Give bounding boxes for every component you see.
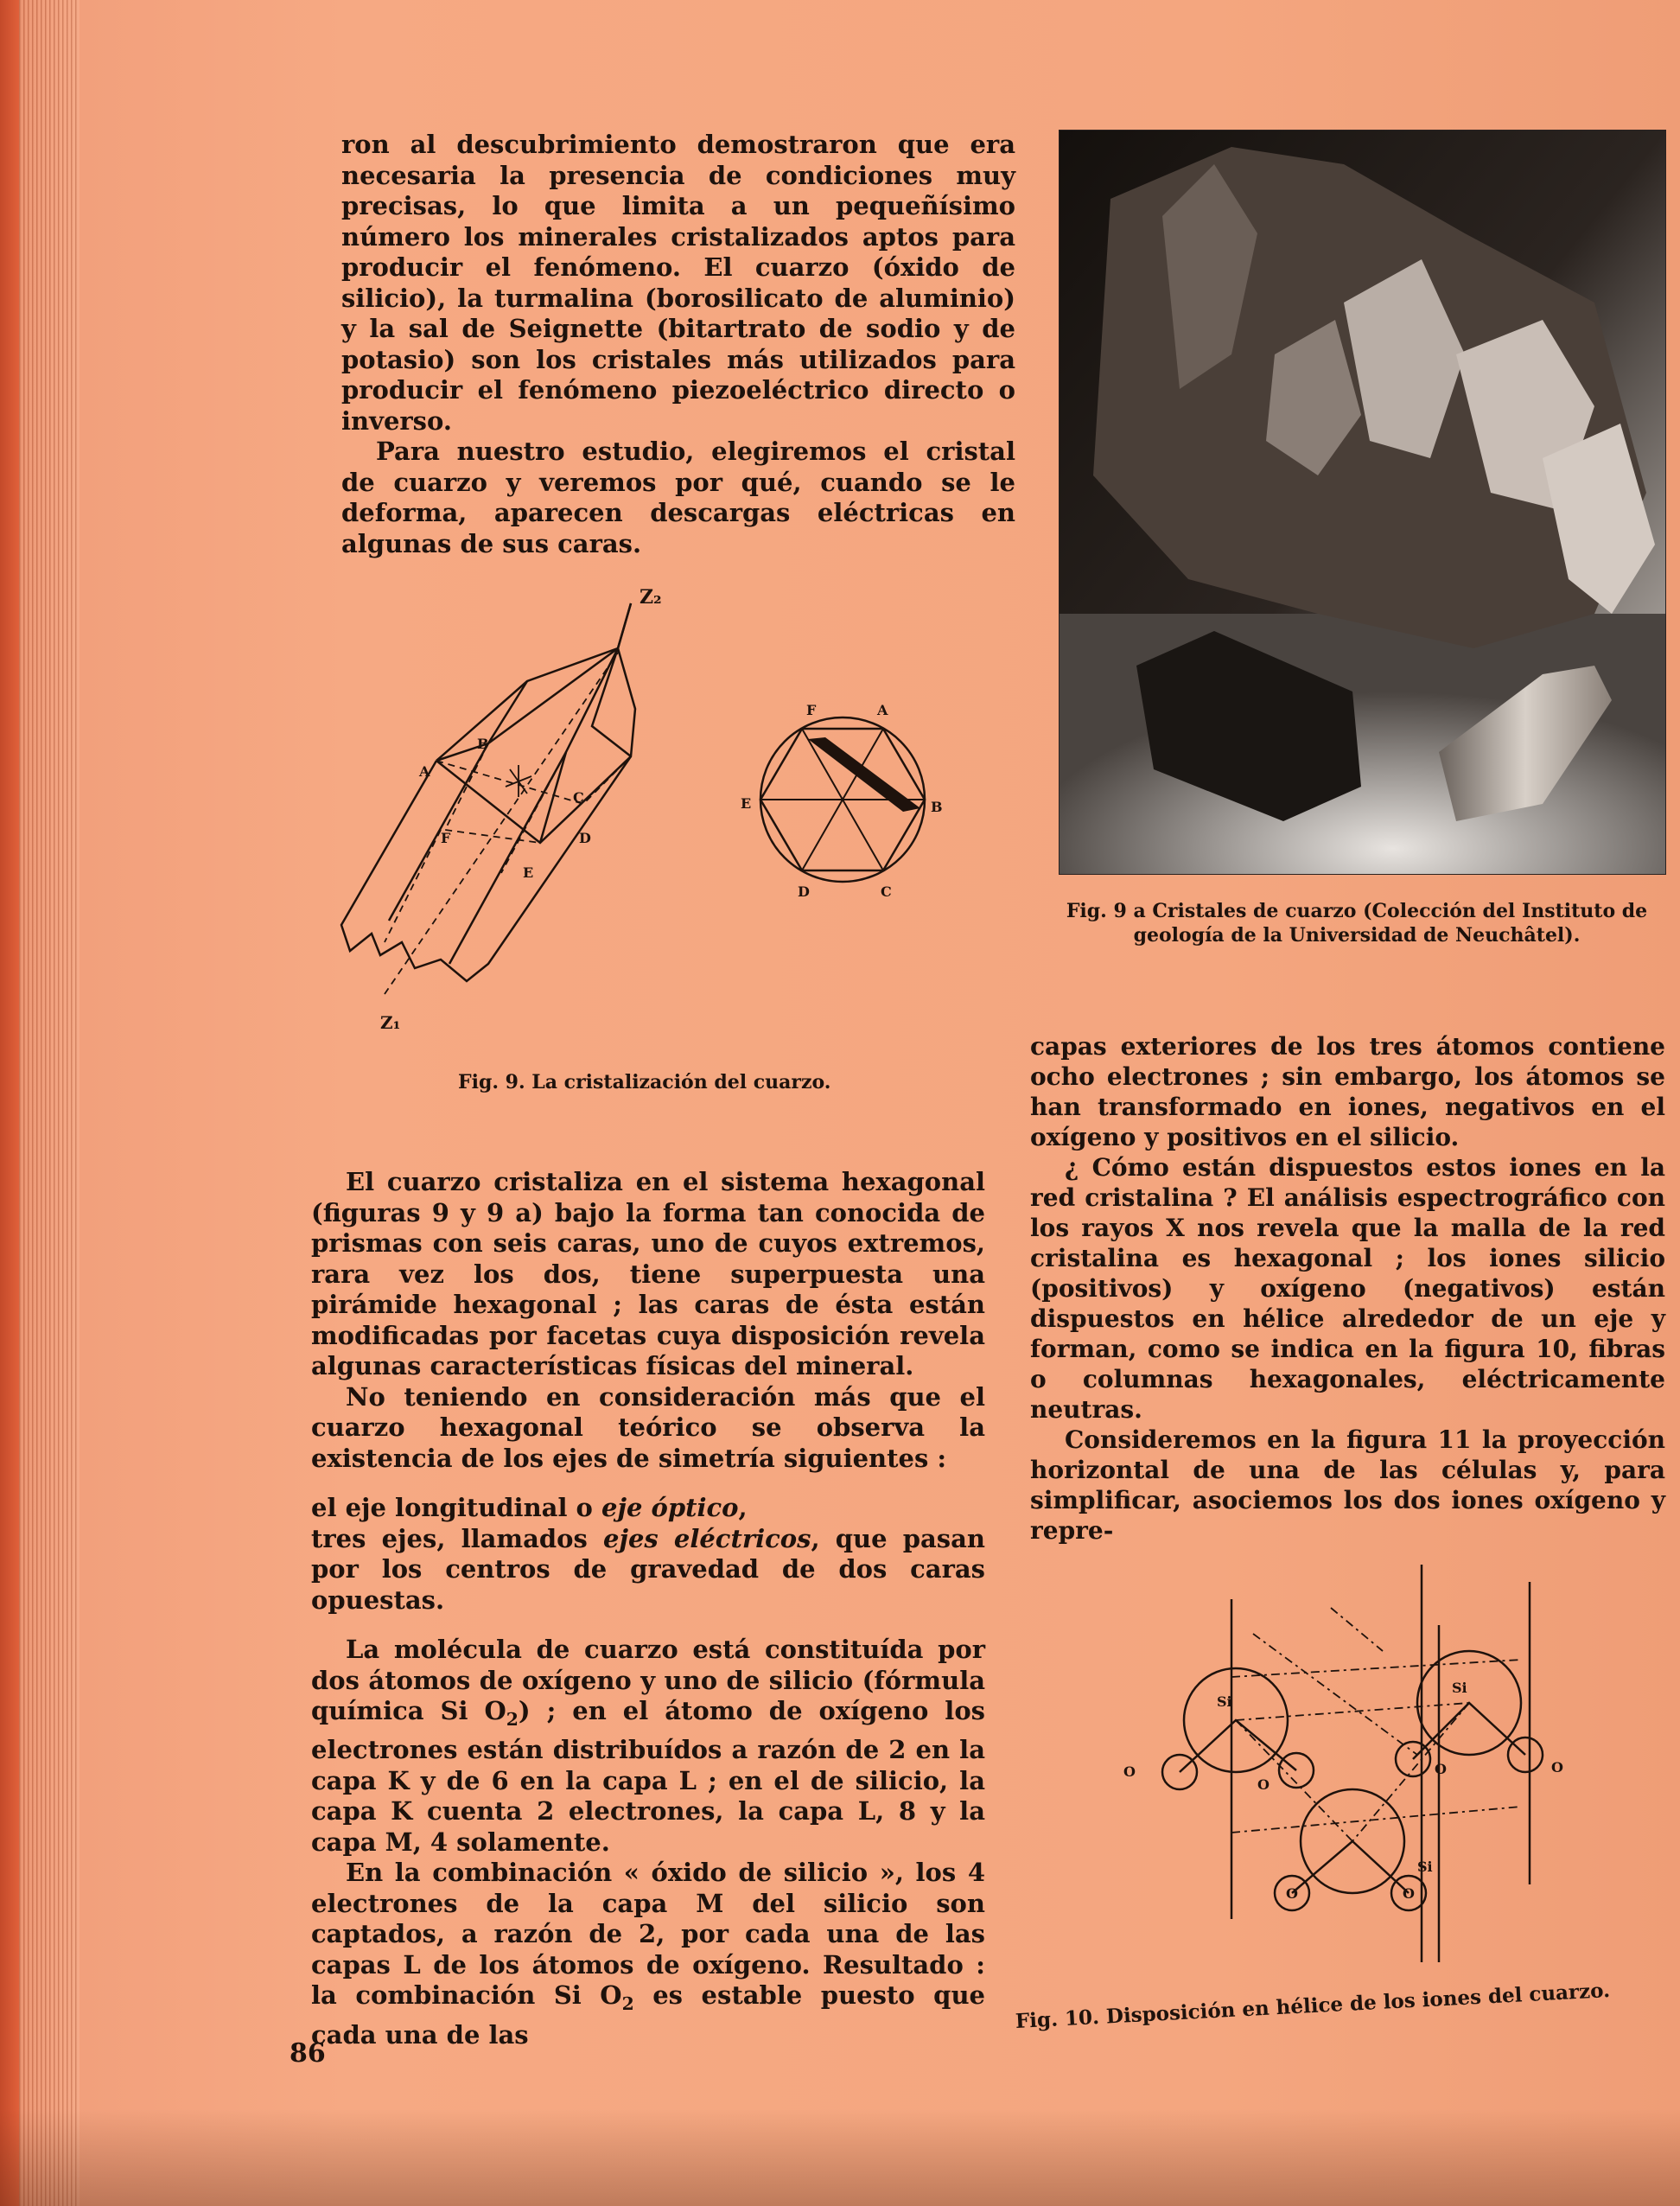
fig9-hex-label-c: C [881,883,892,900]
figure-10-helix-ions-diagram [1123,1547,1616,1997]
list-text: tres ejes, llamados [311,1523,603,1553]
text-run: En la combinación « óxido de silicio », los 4 electrones de la capa M del silicio son captados, a razón de 2, por cada una de las capas L de los átomos de oxígeno. Resultado : la combinación Si O [311,1858,985,2011]
fig9-label-e: E [523,864,534,881]
fig9-label-c: C [573,789,584,806]
paragraph: capas exteriores de los tres átomos contiene ocho electrones ; sin embargo, los átomos se han transformado en iones, negativos en el oxígeno y positivos en el silicio. [1030,1032,1665,1151]
figure-10-caption: Fig. 10. Disposición en hélice de los iones del cuarzo. [1015,1978,1611,2033]
text-run: La molécula de cuarzo está constituída por dos átomos de oxígeno y uno de silicio (fórmula química Si O [311,1635,985,1725]
paragraph: ¿ Cómo están dispuestos estos iones en la red cristalina ? El análisis espectrográfico con los rayos X nos revela que la malla de la red cristalina es hexagonal ; los iones silicio (positivos) y oxígeno (negativos) están dispuestos en hélice alrededor de un eje y forman, como se indica en la figura 10, fibras o columnas hexagonales, eléctricamente neutras. [1030,1153,1665,1424]
fig9-hex-label-d: D [798,883,810,900]
list-text: el eje longitudinal o [311,1493,601,1522]
fig10-label-o: O [1403,1885,1415,1902]
book-cover-edge [0,0,19,2206]
page-bottom-shadow [0,2109,1680,2206]
intro-text-block [341,130,1015,559]
fig9-label-f: F [441,830,451,846]
fig10-label-o: O [1286,1885,1298,1902]
fig9-label-z1: Z₁ [380,1012,401,1033]
fig10-label-o: O [1123,1763,1136,1780]
figure-9a-caption: Fig. 9 a Cristales de cuarzo (Colección del Instituto de geología de la Universidad de Neuchâtel). [1066,900,1648,947]
paragraph: El cuarzo cristaliza en el sistema hexagonal (figuras 9 y 9 a) bajo la forma tan conocida de prismas con seis caras, uno de cuyos extremos, rara vez los dos, tiene superpuesta una pirámide hexagonal ; las caras de ésta están modificadas por facetas cuya disposición revela algunas características físicas del mineral. [311,1167,985,1380]
fig9-hex-label-e: E [741,795,752,812]
paragraph: Consideremos en la figura 11 la proyección horizontal de una de las células y, para simplificar, asociemos los dos iones oxígeno y repre- [1030,1425,1665,1545]
figure-9-caption: Fig. 9. La cristalización del cuarzo. [458,1071,831,1093]
list-text: , que pasan por los centros de gravedad de dos caras opuestas. [311,1523,985,1615]
text-run: es estable puesto que cada una de las [311,1980,985,2050]
paragraph [311,1858,985,2050]
main-text-block [311,1167,985,2050]
fig10-label-o: O [1257,1776,1270,1793]
paragraph [311,1635,985,1858]
quartz-crystals-photo [1059,130,1666,875]
fig10-label-si: Si [1217,1693,1232,1710]
symmetry-axis-item [311,1493,985,1524]
page-number: 86 [290,2038,326,2069]
fig9-hex-label-f: F [806,702,817,718]
fig10-label-si: Si [1417,1859,1433,1875]
fig9-label-a: A [419,763,430,780]
symmetry-axis-item [311,1524,985,1616]
list-term: eje óptico [601,1493,739,1522]
fig9-hex-label-a: A [877,702,888,718]
fig10-label-o: O [1435,1761,1447,1777]
subscript: 2 [621,1993,634,2015]
fig10-label-si: Si [1452,1680,1467,1696]
subscript: 2 [506,1708,519,1730]
paragraph: ron al descubrimiento demostraron que era necesaria la presencia de condiciones muy precisas, lo que limita a un pequeñísimo número los minerales cristalizados aptos para producir el fenómeno. El cuarzo (óxido de silicio), la turmalina (borosilicato de aluminio) y la sal de Seignette (bitartrato de sodio y de potasio) son los cristales más utilizados para producir el fenómeno piezoeléctrico directo o inverso. [341,130,1015,436]
page-stack-edge [19,0,80,2206]
list-text: , [738,1493,748,1522]
list-term: ejes eléctricos [603,1523,811,1553]
paragraph: No teniendo en consideración más que el cuarzo hexagonal teórico se observa la existencia de los ejes de simetría siguientes : [311,1381,985,1473]
paragraph: Para nuestro estudio, elegiremos el cristal de cuarzo y veremos por qué, cuando se le deforma, aparecen descargas eléctricas en algunas de sus caras. [341,437,1015,558]
fig9-hex-label-b: B [931,799,943,815]
fig10-label-o: O [1551,1759,1563,1776]
fig9-label-b: B [477,736,489,752]
figure-9-quartz-crystallization-diagram [333,579,955,1063]
fig9-label-d: D [579,830,591,846]
right-column-text [1030,1031,1665,1546]
text-run: ) ; en el átomo de oxígeno los electrones están distribuídos a razón de 2 en la capa K y de 6 en la capa L ; en el de silicio, la capa K cuenta 2 electrones, la capa L, 8 y la capa M, 4 solamente. [311,1696,985,1857]
fig9-label-z2: Z₂ [640,586,662,609]
